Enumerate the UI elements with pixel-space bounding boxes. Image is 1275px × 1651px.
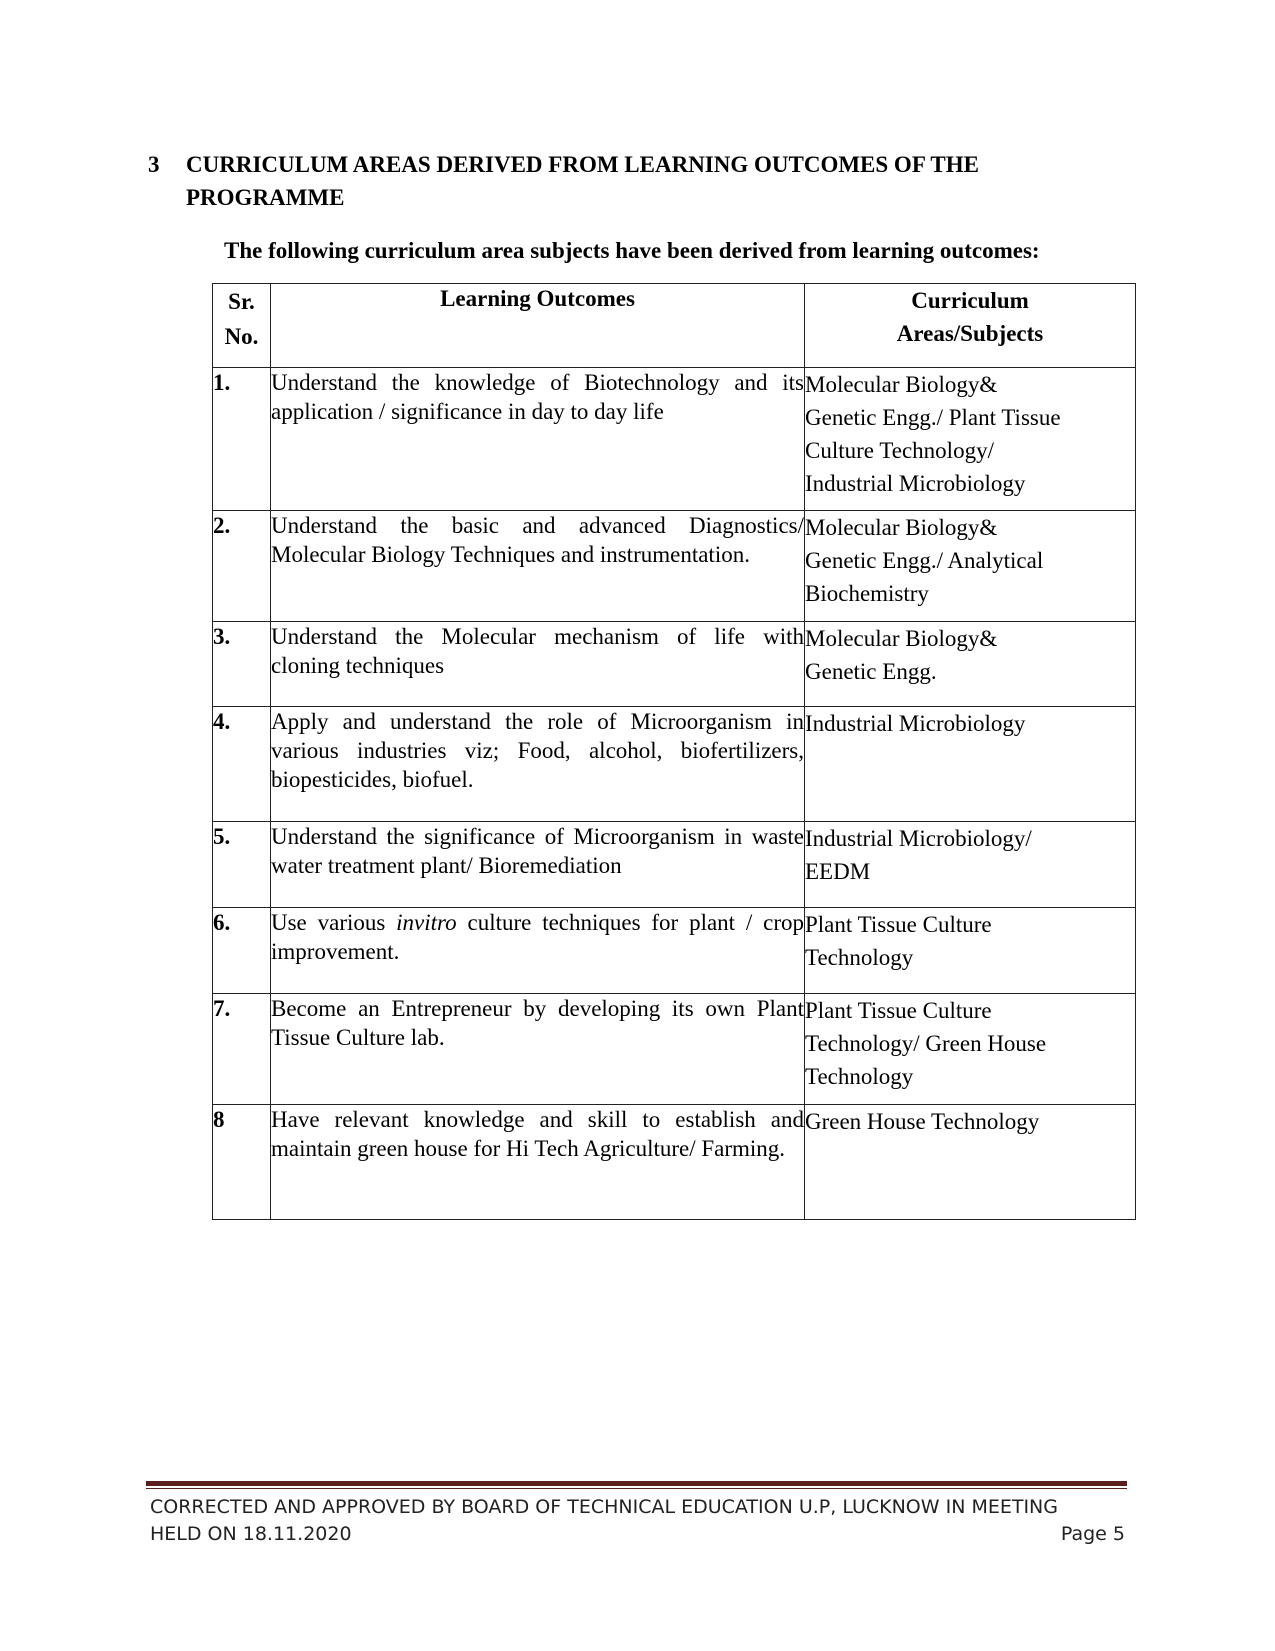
- area-line: Green House Technology: [805, 1109, 1040, 1134]
- table-header-row: [213, 284, 1136, 368]
- table-row: [213, 707, 1136, 822]
- section-number: 3: [148, 152, 160, 177]
- footer-rule-thin: [146, 1488, 1127, 1489]
- row-outcome: Understand the basic and advanced Diagnostics/ Molecular Biology Techniques and instrumentation.: [271, 511, 805, 622]
- area-line: Industrial Microbiology: [805, 711, 1026, 736]
- section-title: CURRICULUM AREAS DERIVED FROM LEARNING OUTCOMES OF THE PROGRAMME: [186, 152, 979, 210]
- table-row: [213, 622, 1136, 707]
- footer-approval-line2: HELD ON 18.11.2020: [150, 1523, 352, 1545]
- row-areas: [805, 1105, 1136, 1220]
- row-outcome: Have relevant knowledge and skill to establish and maintain green house for Hi Tech Agriculture/ Farming.: [271, 1105, 805, 1220]
- outcome-text-italic: invitro: [396, 910, 457, 935]
- row-sr-no: 8: [213, 1105, 271, 1220]
- header-areas-line1: Curriculum: [911, 288, 1029, 313]
- outcome-text-post: culture techniques for plant / crop improvement.: [271, 910, 804, 964]
- row-outcome: [271, 908, 805, 994]
- page-footer: [150, 1494, 1125, 1548]
- area-line: Technology: [805, 1064, 914, 1089]
- row-sr-no: 5.: [213, 822, 271, 908]
- row-outcome: Understand the significance of Microorganism in waste water treatment plant/ Bioremediation: [271, 822, 805, 908]
- row-areas: [805, 368, 1136, 511]
- header-areas-line2: Areas/Subjects: [896, 321, 1044, 346]
- area-line: Genetic Engg./ Analytical: [805, 548, 1044, 573]
- row-areas: [805, 707, 1136, 822]
- area-line: Genetic Engg./ Plant Tissue: [805, 405, 1061, 430]
- row-areas: [805, 822, 1136, 908]
- row-outcome: Understand the Molecular mechanism of life with cloning techniques: [271, 622, 805, 707]
- table-row: [213, 511, 1136, 622]
- area-line: Technology: [805, 945, 914, 970]
- header-sr-line2: No.: [224, 324, 259, 349]
- area-line: Culture Technology/: [805, 438, 994, 463]
- area-line: Molecular Biology&: [805, 626, 998, 651]
- row-sr-no: 7.: [213, 994, 271, 1105]
- row-areas: [805, 511, 1136, 622]
- row-sr-no: 1.: [213, 368, 271, 511]
- area-line: Biochemistry: [805, 581, 929, 606]
- area-line: Plant Tissue Culture: [805, 912, 992, 937]
- area-line: Molecular Biology&: [805, 515, 998, 540]
- row-sr-no: 3.: [213, 622, 271, 707]
- footer-approval-line1: CORRECTED AND APPROVED BY BOARD OF TECHNICAL EDUCATION U.P, LUCKNOW IN MEETING: [150, 1496, 1058, 1518]
- page-number: Page 5: [1060, 1523, 1125, 1545]
- row-outcome: Apply and understand the role of Microorganism in various industries viz; Food, alcohol, biofertilizers, biopesticides, biofuel.: [271, 707, 805, 822]
- row-sr-no: 6.: [213, 908, 271, 994]
- area-line: Molecular Biology&: [805, 372, 998, 397]
- area-line: EEDM: [805, 859, 871, 884]
- outcomes-table: [212, 283, 1136, 1220]
- header-learning-outcomes: Learning Outcomes: [271, 284, 805, 368]
- header-curriculum-areas: [805, 284, 1136, 368]
- row-outcome: Understand the knowledge of Biotechnology and its application / significance in day to day life: [271, 368, 805, 511]
- area-line: Technology/ Green House: [805, 1031, 1047, 1056]
- header-sr-no: [213, 284, 271, 368]
- area-line: Genetic Engg.: [805, 659, 937, 684]
- header-sr-line1: Sr.: [228, 289, 255, 314]
- table-row: [213, 822, 1136, 908]
- table-row: [213, 994, 1136, 1105]
- area-line: Plant Tissue Culture: [805, 998, 992, 1023]
- table-row: [213, 368, 1136, 511]
- area-line: Industrial Microbiology/: [805, 826, 1032, 851]
- section-intro: The following curriculum area subjects have been derived from learning outcomes:: [224, 238, 1040, 263]
- row-areas: [805, 622, 1136, 707]
- table-row: [213, 908, 1136, 994]
- footer-rule-thick: [146, 1481, 1127, 1486]
- row-sr-no: 2.: [213, 511, 271, 622]
- outcome-text-pre: Use various: [271, 910, 397, 935]
- row-outcome: Become an Entrepreneur by developing its own Plant Tissue Culture lab.: [271, 994, 805, 1105]
- area-line: Industrial Microbiology: [805, 471, 1026, 496]
- row-areas: [805, 908, 1136, 994]
- row-sr-no: 4.: [213, 707, 271, 822]
- table-row: [213, 1105, 1136, 1220]
- row-areas: [805, 994, 1136, 1105]
